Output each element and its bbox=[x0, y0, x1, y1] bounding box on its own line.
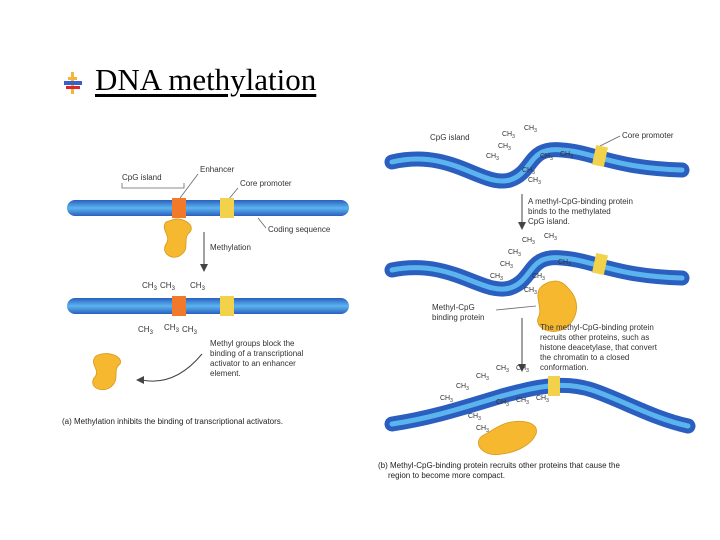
svg-text:CH3: $CH_3$ bbox=[490, 273, 503, 282]
svg-text:CH3: $CH_3$ bbox=[476, 373, 489, 382]
svg-text:CH3: $CH_3$ bbox=[524, 287, 537, 296]
svg-text:CH3: $CH_3$ bbox=[522, 237, 535, 246]
bullet-icon bbox=[64, 72, 82, 94]
svg-text:histone deacetylase, that conv: histone deacetylase, that convert bbox=[540, 343, 657, 352]
svg-text:CH3: $CH_3$ bbox=[516, 365, 529, 374]
svg-text:CH3: $CH_3$ bbox=[138, 325, 153, 336]
slide-title: DNA methylation bbox=[95, 62, 317, 97]
svg-text:element.: element. bbox=[210, 369, 241, 378]
caption-b bbox=[378, 461, 620, 480]
cpg-island-label-a: CpG island bbox=[122, 173, 162, 182]
svg-text:CH3: $CH_3$ bbox=[528, 177, 541, 186]
svg-text:CH3: $CH_3$ bbox=[500, 261, 513, 270]
svg-text:CH3: $CH_3$ bbox=[498, 143, 511, 152]
bound-protein-complex bbox=[478, 421, 536, 454]
svg-text:CH3: $CH_3$ bbox=[456, 383, 469, 392]
coding-sequence-label: Coding sequence bbox=[268, 225, 331, 234]
svg-text:CH3: $CH_3$ bbox=[560, 151, 573, 160]
methylation-label: Methylation bbox=[210, 243, 251, 252]
svg-text:binding protein: binding protein bbox=[432, 313, 485, 322]
svg-text:(b) Methyl-CpG-binding protein: (b) Methyl-CpG-binding protein recruits other proteins that cause the bbox=[378, 461, 620, 470]
dna-strand-b3 bbox=[392, 385, 688, 426]
methyl-groups-top bbox=[142, 281, 206, 292]
promoter-segment-b3 bbox=[548, 376, 560, 396]
cpg-island-label-b: CpG island bbox=[430, 133, 470, 142]
svg-text:CH3: $CH_3$ bbox=[476, 425, 489, 434]
panel-b-diagram bbox=[372, 118, 702, 486]
svg-text:CH3: $CH_3$ bbox=[544, 233, 557, 242]
svg-text:CH3: $CH_3$ bbox=[164, 323, 179, 334]
activator-protein bbox=[164, 219, 191, 257]
panel-a-diagram bbox=[62, 158, 362, 433]
svg-text:activator to an enhancer: activator to an enhancer bbox=[210, 359, 296, 368]
core-promoter-label-b: Core promoter bbox=[622, 131, 674, 140]
svg-text:CH3: $CH_3$ bbox=[502, 131, 515, 140]
svg-text:CH3: $CH_3$ bbox=[516, 397, 529, 406]
promoter-segment bbox=[220, 198, 234, 218]
svg-text:CH3: $CH_3$ bbox=[160, 281, 175, 292]
svg-text:Methyl groups block the: Methyl groups block the bbox=[210, 339, 295, 348]
svg-text:conformation.: conformation. bbox=[540, 363, 589, 372]
cpg-bracket-a bbox=[122, 183, 184, 188]
svg-text:recruits other proteins, such: recruits other proteins, such as bbox=[540, 333, 650, 342]
enhancer-segment bbox=[172, 198, 186, 218]
detached-activator-protein bbox=[93, 354, 121, 390]
step2-note bbox=[540, 323, 658, 372]
dna-strand-a1 bbox=[67, 198, 349, 218]
svg-text:CH3: $CH_3$ bbox=[190, 281, 205, 292]
methyl-block-note bbox=[210, 339, 304, 378]
svg-text:CpG island.: CpG island. bbox=[528, 217, 570, 226]
svg-text:binding of a transcriptional: binding of a transcriptional bbox=[210, 349, 304, 358]
enhancer-label-a: Enhancer bbox=[200, 165, 235, 174]
svg-text:CH3: $CH_3$ bbox=[496, 365, 509, 374]
svg-text:CH3: $CH_3$ bbox=[440, 395, 453, 404]
svg-text:binds to the methylated: binds to the methylated bbox=[528, 207, 611, 216]
core-promoter-label-a: Core promoter bbox=[240, 179, 292, 188]
svg-text:the chromatin to a closed: the chromatin to a closed bbox=[540, 353, 630, 362]
svg-text:CH3: $CH_3$ bbox=[540, 153, 553, 162]
svg-text:The methyl-CpG-binding protein: The methyl-CpG-binding protein bbox=[540, 323, 654, 332]
caption-a: (a) Methylation inhibits the binding of transcriptional activators. bbox=[62, 417, 283, 426]
svg-text:CH3: $CH_3$ bbox=[536, 395, 549, 404]
svg-text:A methyl-CpG-binding protein: A methyl-CpG-binding protein bbox=[528, 197, 633, 206]
svg-text:CH3: $CH_3$ bbox=[468, 413, 481, 422]
svg-text:CH3: $CH_3$ bbox=[532, 273, 545, 282]
svg-text:CH3: $CH_3$ bbox=[496, 399, 509, 408]
svg-text:CH3: $CH_3$ bbox=[558, 259, 571, 268]
step1-note bbox=[528, 197, 633, 226]
svg-text:CH3: $CH_3$ bbox=[508, 249, 521, 258]
svg-text:CH3: $CH_3$ bbox=[142, 281, 157, 292]
svg-text:CH3: $CH_3$ bbox=[524, 125, 537, 134]
methyl-groups-bottom bbox=[138, 323, 198, 336]
svg-text:Methyl-CpG: Methyl-CpG bbox=[432, 303, 475, 312]
dna-strand-a2 bbox=[67, 296, 349, 316]
svg-text:CH3: $CH_3$ bbox=[182, 325, 197, 336]
protein-label bbox=[432, 303, 484, 322]
svg-text:CH3: $CH_3$ bbox=[522, 167, 535, 176]
svg-text:region to become more compact.: region to become more compact. bbox=[388, 471, 505, 480]
svg-text:CH3: $CH_3$ bbox=[486, 153, 499, 162]
